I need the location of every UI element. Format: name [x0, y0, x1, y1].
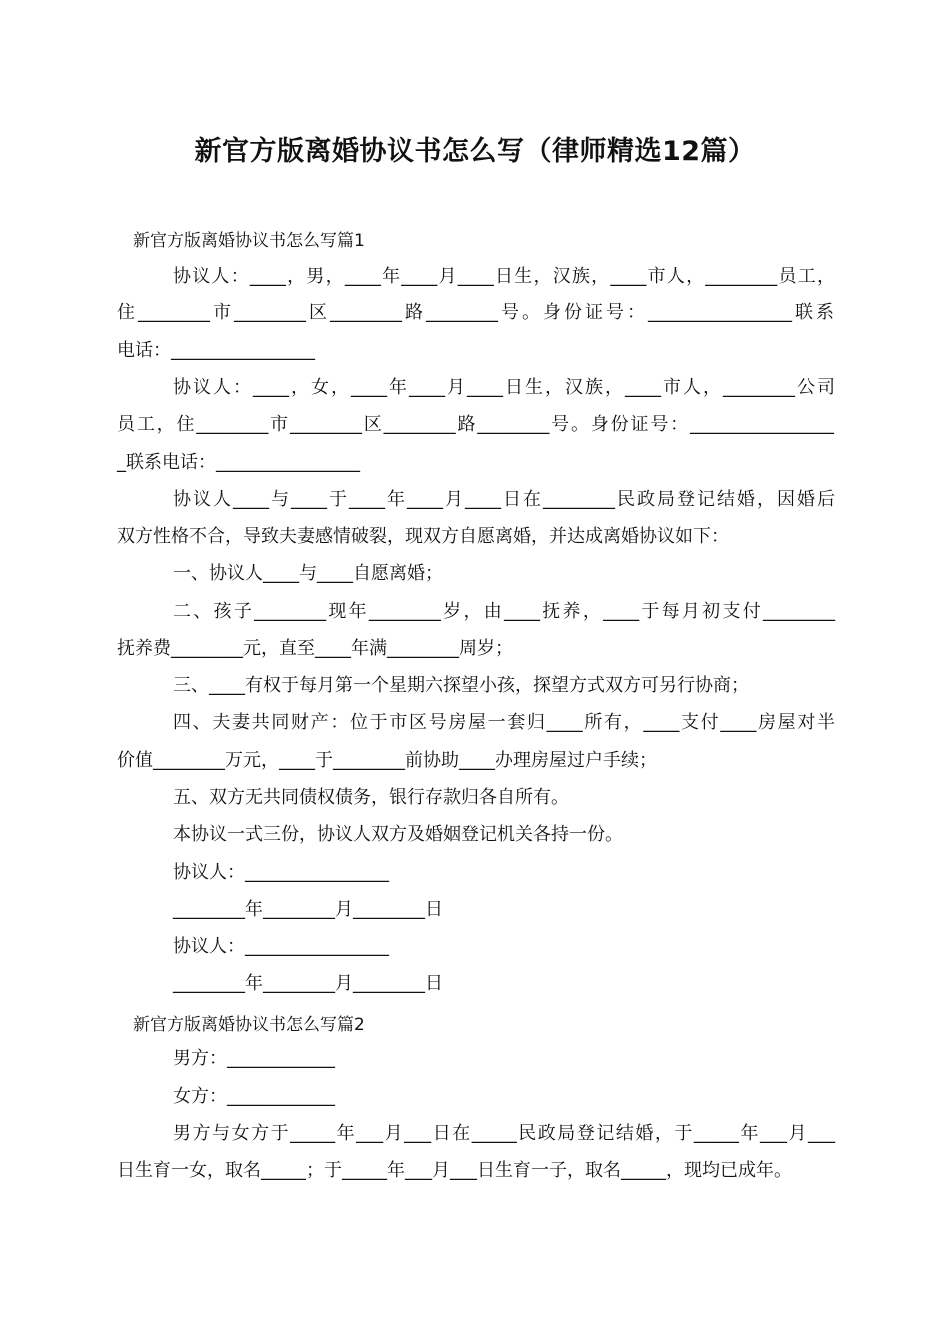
signature-line: 协议人：________________ [173, 936, 389, 957]
section-heading-1: 新官方版离婚协议书怎么写篇1 [133, 231, 365, 251]
female-party-line: 女方：____________ [173, 1086, 335, 1107]
male-party-line: 男方：____________ [173, 1048, 335, 1069]
paragraph-line: 协议人：____，女，____年____月____日生，汉族，____市人，________公司 [173, 377, 835, 398]
clause-3: 三、____有权于每月第一个星期六探望小孩，探望方式双方可另行协商； [173, 675, 749, 696]
paragraph-line: 双方性格不合，导致夫妻感情破裂，现双方自愿离婚，并达成离婚协议如下： [117, 526, 729, 547]
paragraph-line: 价值________万元，____于________前协助____办理房屋过户手续； [117, 750, 657, 771]
paragraph-line: 男方与女方于_____年___月___日在_____民政局登记结婚，于_____年___月___ [173, 1123, 835, 1144]
paragraph-line: 员工，住________市________区________路________号。身份证号：________________ [117, 414, 834, 435]
paragraph-line: 日生育一女，取名_____；于_____年___月___日生育一子，取名_____，现均已成年。 [117, 1160, 792, 1181]
paragraph-line: 协议人：____，男，____年____月____日生，汉族，____市人，________员工， [173, 266, 835, 287]
paragraph-line: 抚养费________元，直至____年满________周岁； [117, 638, 513, 659]
paragraph-line: 电话：________________ [117, 340, 315, 361]
signature-line: 协议人：________________ [173, 862, 389, 883]
section-heading-2: 新官方版离婚协议书怎么写篇2 [133, 1015, 365, 1035]
paragraph-line: 协议人____与____于____年____月____日在________民政局登记结婚，因婚后 [173, 489, 835, 510]
paragraph-line: 住________市________区________路________号。身份证号：________________联系 [117, 302, 834, 323]
clause-2: 二、孩子________现年________岁，由____抚养，____于每月初支付________ [173, 601, 835, 622]
paragraph-line: _联系电话：________________ [117, 452, 360, 473]
date-line: ________年________月________日 [173, 899, 443, 920]
clause-4: 四、夫妻共同财产：位于市区号房屋一套归____所有，____支付____房屋对半 [173, 712, 835, 733]
clause-5: 五、双方无共同债权债务，银行存款归各自所有。 [173, 787, 569, 808]
date-line: ________年________月________日 [173, 973, 443, 994]
document-title: 新官方版离婚协议书怎么写（律师精选12篇） [194, 136, 756, 167]
clause-1: 一、协议人____与____自愿离婚； [173, 563, 443, 584]
copies-statement: 本协议一式三份，协议人双方及婚姻登记机关各持一份。 [173, 824, 623, 845]
